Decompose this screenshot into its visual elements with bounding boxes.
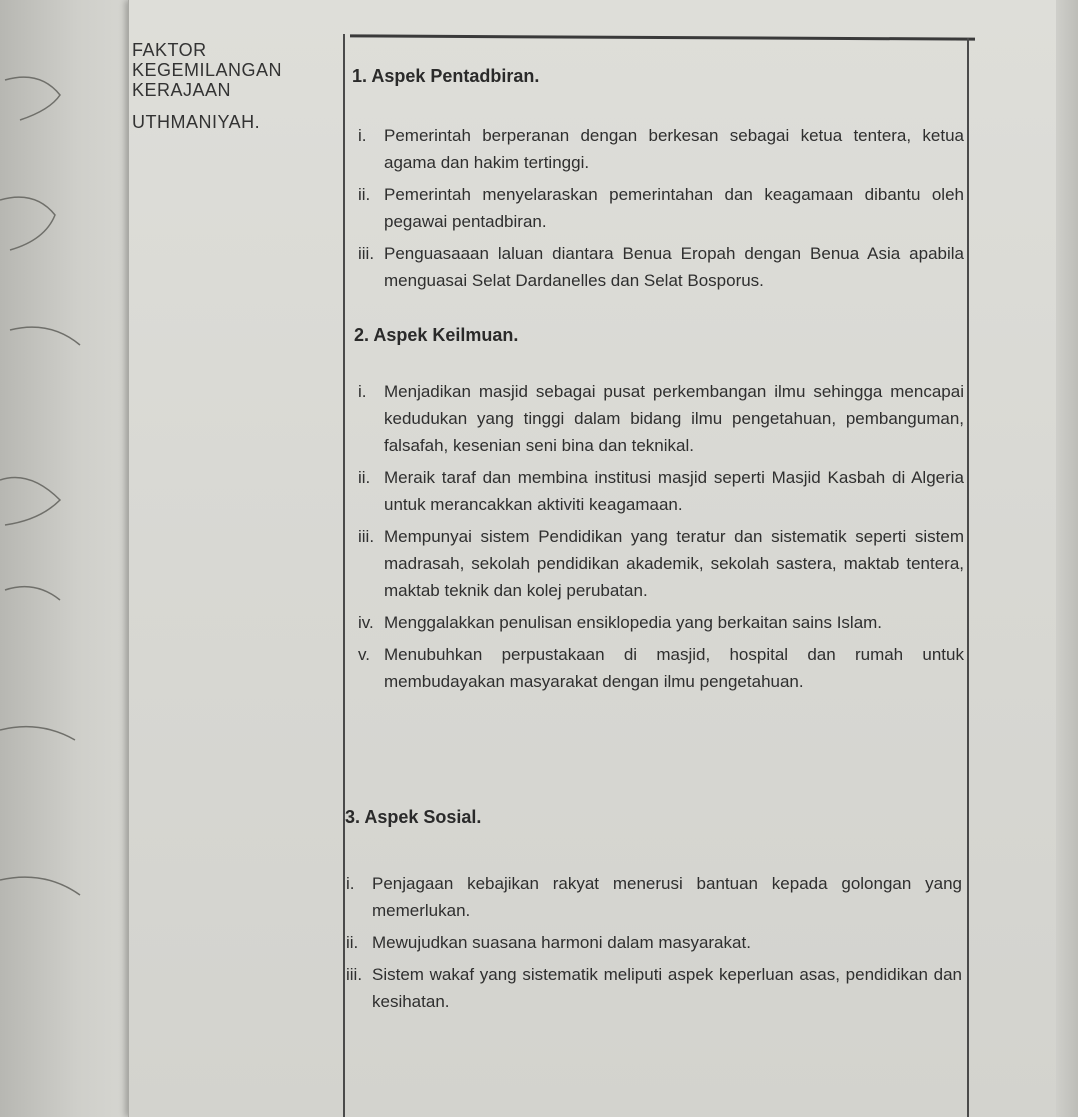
item-number: iii.: [346, 965, 363, 984]
list-item: [352, 641, 964, 695]
item-text: Pemerintah berperanan dengan berkesan sebagai ketua tentera, ketua agama dan hakim tertinggi.: [384, 126, 964, 172]
item-number: v.: [358, 645, 370, 664]
adjacent-page-scribbles: [0, 0, 130, 1117]
list-sosial: [340, 870, 962, 1020]
list-item: [352, 464, 964, 518]
item-number: i.: [358, 382, 367, 401]
item-number: iv.: [358, 613, 374, 632]
page-right-edge: [1056, 0, 1078, 1117]
heading-line: UTHMANIYAH.: [132, 112, 261, 132]
item-text: Mempunyai sistem Pendidikan yang teratur dan sistematik seperti sistem madrasah, sekolah pendidikan akademik, sekolah sastera, maktab tentera, maktab teknik dan kolej perubatan.: [384, 527, 964, 600]
list-item: [352, 240, 964, 294]
item-number: ii.: [358, 468, 371, 487]
section-title-keilmuan: 2. Aspek Keilmuan.: [354, 325, 519, 345]
list-keilmuan: [352, 378, 964, 700]
item-text: Mewujudkan suasana harmoni dalam masyarakat.: [372, 933, 751, 952]
item-text: Pemerintah menyelaraskan pemerintahan dan keagamaan dibantu oleh pegawai pentadbiran.: [384, 185, 964, 231]
heading-line: FAKTOR: [132, 40, 207, 60]
page-fold-line: [128, 0, 129, 1117]
list-item: [352, 181, 964, 235]
section-title-sosial: 3. Aspek Sosial.: [345, 807, 482, 827]
item-text: Menjadikan masjid sebagai pusat perkembangan ilmu sehingga mencapai kedudukan yang tinggi dalam bidang ilmu pengetahuan, pembanguman, falsafah, kesenian seni bina dan teknikal.: [384, 382, 964, 455]
list-item: [340, 870, 962, 924]
item-number: ii.: [358, 185, 371, 204]
item-number: iii.: [358, 527, 375, 546]
item-text: Penguasaaan laluan diantara Benua Eropah dengan Benua Asia apabila menguasai Selat Dardanelles dan Selat Bosporus.: [384, 244, 964, 290]
heading-line: KEGEMILANGAN: [132, 60, 283, 80]
item-text: Meraik taraf dan membina institusi masjid seperti Masjid Kasbah di Algeria untuk merancakkan aktiviti keagamaan.: [384, 468, 964, 514]
list-pentadbiran: [352, 122, 964, 299]
table-right-border: [967, 38, 969, 1117]
item-text: Menubuhkan perpustakaan di masjid, hospital dan rumah untuk membudayakan masyarakat dengan ilmu pengetahuan.: [384, 645, 964, 691]
item-number: i.: [358, 126, 367, 145]
item-number: i.: [346, 874, 355, 893]
list-item: [352, 122, 964, 176]
item-text: Menggalakkan penulisan ensiklopedia yang berkaitan sains Islam.: [384, 613, 883, 632]
item-text: Sistem wakaf yang sistematik meliputi aspek keperluan asas, pendidikan dan kesihatan.: [372, 965, 962, 1011]
heading-line: KERAJAAN: [132, 80, 232, 100]
item-number: ii.: [346, 933, 359, 952]
item-text: Penjagaan kebajikan rakyat menerusi bantuan kepada golongan yang memerlukan.: [372, 874, 962, 920]
list-item: [352, 378, 964, 459]
list-item: [352, 523, 964, 604]
list-item: [340, 929, 962, 956]
list-item: [340, 961, 962, 1015]
list-item: [352, 609, 964, 636]
section-title-pentadbiran: 1. Aspek Pentadbiran.: [352, 66, 540, 86]
item-number: iii.: [358, 244, 375, 263]
factor-heading: [132, 40, 332, 132]
